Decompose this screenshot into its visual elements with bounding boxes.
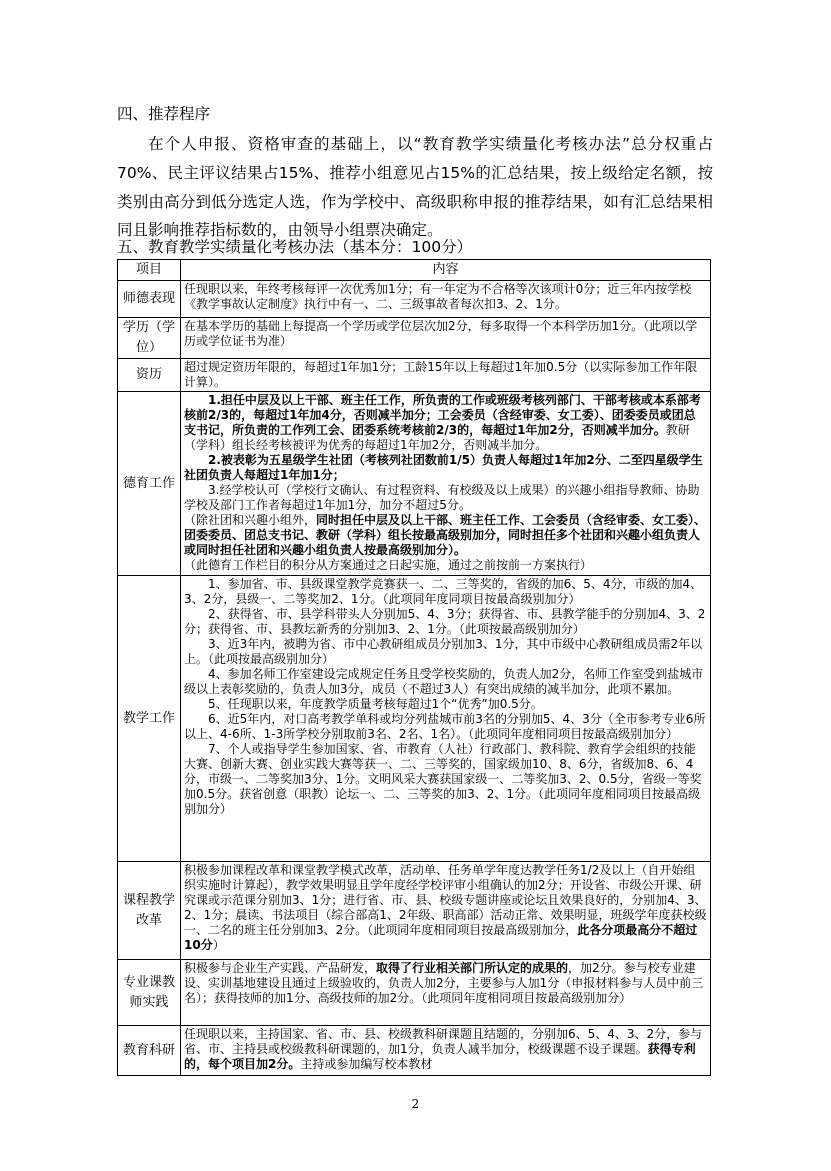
content-text: 3、近3年内，被聘为省、市中心教研组成员分别加3、1分，其中市级中心教研组成员需2年以上。（此项按最高级别加分） [184, 637, 703, 666]
table-row [118, 318, 711, 359]
content-text: 5、任现职以来，年度教学质量考核每超过1个“优秀”加0.5分。 [184, 697, 543, 711]
content-text: 3.经学校认可（学校行文确认、有过程资料、有校级及以上成果）的兴趣小组指导教师、协助学校及部门工作者每超过1年加1分，加分不超过5分。 [184, 483, 700, 512]
content-text: ） [212, 938, 225, 952]
table-row [118, 392, 711, 576]
row-category: 专业课教师实践 [118, 960, 181, 1026]
content-text: 任现职以来，主持国家、省、市、县、校级教科研课题且结题的，分别加6、5、4、3、2分，参与省、市、主持县或校级教科研课题的，加1分，负责人减半加分，校级课题不设子课题。 [184, 1027, 703, 1056]
bold-text: 2.被表彰为五星级学生社团（考核列社团数前1/5）负责人每超过1年加2分、二至四星级学生社团负责人每超过1年加1分； [184, 453, 703, 482]
bold-text: 取得了行业相关部门所认定的成果的 [376, 961, 569, 975]
content-text: 在基本学历的基础上每提高一个学历或学位层次加2分，每多取得一个本科学历加1分。（此项以学历或学位证书为准） [184, 319, 698, 348]
content-text: 7、个人或指导学生参加国家、省、市教育（人社）行政部门、教科院、教育学会组织的技能大赛、创新大赛、创业实践大赛等获一、二、三等奖的，国家级加10、8、6分，省级加8、6、4分，市级一、二等奖加3分、1分。文明风采大赛获国家级一、二等奖加3、2、0.5分，省级一等奖加0.5分。获省创意（职教）论坛一、二、三等奖的加3、2、1分。（此项同年度相同项目按最高级别加分） [184, 742, 702, 816]
row-category: 教育科研 [118, 1026, 181, 1076]
row-category: 德育工作 [118, 392, 181, 576]
row-content [181, 392, 711, 576]
content-text: 教研（学科）组长经考核被评为优秀的每超过1年加2分，否则减半加分。 [184, 423, 690, 452]
content-text: 4、参加名师工作室建设完成规定任务且受学校奖励的，负责人加2分，名师工作室受到盐城市级以上表彰奖励的，负责人加3分，成员（不超过3人）有突出成绩的减半加分，此项不累加。 [184, 667, 704, 696]
table-row [118, 281, 711, 318]
row-content [181, 318, 711, 359]
content-text: （此德育工作栏目的积分从方案通过之日起实施，通过之前按前一方案执行） [184, 558, 593, 572]
content-text: 1、参加省、市、县级课堂教学竞赛获一、二、三等奖的，省级的加6、5、4分，市级的加4、3、2分，县级一、二等奖加2、1分。（此项同年度同项目按最高级别加分） [184, 577, 703, 606]
bold-text: 获得专利的，每个项目加2分。 [184, 1042, 696, 1071]
content-text: 积极参与企业生产实践、产品研发， [184, 961, 377, 975]
section-heading-4: 四、推荐程序 [117, 105, 211, 123]
assessment-table [117, 259, 711, 1076]
table-row [118, 862, 711, 960]
row-content [181, 960, 711, 1026]
row-content [181, 359, 711, 392]
row-category: 教学工作 [118, 576, 181, 862]
section-heading-5: 五、教育教学实绩量化考核办法（基本分：100分） [117, 238, 473, 256]
content-text: 6、近5年内，对口高考教学单科或均分列盐城市前3名的分别加5、4、3分（全市参考专业6所以上、4-6所、1-3所学校分别取前3名、2名、1名）。（此项同年度相同项目按最高级别加分） [184, 712, 706, 741]
row-category: 课程教学改革 [118, 862, 181, 960]
table-row [118, 1026, 711, 1076]
bold-text: 此各分项最高分不超过10分 [184, 923, 698, 952]
row-content [181, 281, 711, 318]
row-category: 学历（学位） [118, 318, 181, 359]
content-text: ，加2分。参与校专业建设、实训基地建设且通过上级验收的，负责人加2分，主要参与人加1分（申报材料参与人员中前三名）；获得技师的加1分、高级技师的加2分。（此项同年度相同项目按最高级别加分） [184, 961, 704, 1005]
row-category: 师德表现 [118, 281, 181, 318]
content-text: 主持或参加编写校本教材 [300, 1057, 433, 1071]
header-item: 项目 [118, 260, 181, 281]
content-text: 2、获得省、市、县学科带头人分别加5、4、3分；获得省、市、县教学能手的分别加4、3、2分；获得省、市、县教坛新秀的分别加3、2、1分。（此项按最高级别加分） [184, 607, 706, 636]
content-text: 任现职以来，年终考核每评一次优秀加1分；有一年定为不合格等次该项计0分；近三年内按学校《教学事故认定制度》执行中有一、二、三级事故者每次扣3、2、1分。 [184, 282, 692, 311]
row-content [181, 1026, 711, 1076]
bold-text: 1.担任中层及以上干部、班主任工作，所负责的工作或班级考核列部门、干部考核或本系部考核前2/3的，每超过1年加4分，否则减半加分；工会委员（含经审委、女工委）、团委委员或团总支书记，所负责的工作列工会、团委系统考核前2/3的，每超过1年加2分，否则减半加分。 [184, 393, 701, 437]
content-text: （除社团和兴趣小组外， [184, 513, 317, 527]
row-content [181, 576, 711, 862]
content-text: 积极参加课程改革和课堂教学模式改革，活动单、任务单学年度达教学任务1/2及以上（自开始组织实施时计算起），教学效果明显且学年度经学校评审小组确认的加2分；开设省、市级公开课、研究课或示范课分别加3、1分；进行省、市、县、校级专题讲座或论坛且效果良好的，分别加4、3、2、1分；晨读、书法项目（综合部高1、2年级、职高部）活动正常、效果明显，班级学年度获校级一、二名的班主任分别加3、2分。（此项同年度相同项目按最高级别加分， [184, 863, 707, 937]
row-category: 资历 [118, 359, 181, 392]
table-header-row [118, 260, 711, 281]
row-content [181, 862, 711, 960]
table-row [118, 359, 711, 392]
bold-text: 同时担任中层及以上干部、班主任工作、工会委员（含经审委、女工委）、团委委员、团总支书记、教研（学科）组长按最高级别加分，同时担任多个社团和兴趣小组负责人或同时担任社团和兴趣小组负责人按最高级别加分）。 [184, 513, 707, 557]
header-content: 内容 [181, 260, 711, 281]
table-row [118, 576, 711, 862]
table-row [118, 960, 711, 1026]
content-text: 超过规定资历年限的，每超过1年加1分；工龄15年以上每超过1年加0.5分（以实际参加工作年限计算）。 [184, 360, 698, 389]
page-number: 2 [411, 1097, 420, 1111]
procedure-paragraph: 在个人申报、资格审查的基础上，以“教育教学实绩量化考核办法”总分权重占70%、民主评议结果占15%、推荐小组意见占15%的汇总结果，按上级给定名额，按类别由高分到低分选定人选，作为学校中、高级职称申报的推荐结果，如有汇总结果相同且影响推荐指标数的，由领导小组票决确定。 [117, 135, 713, 240]
